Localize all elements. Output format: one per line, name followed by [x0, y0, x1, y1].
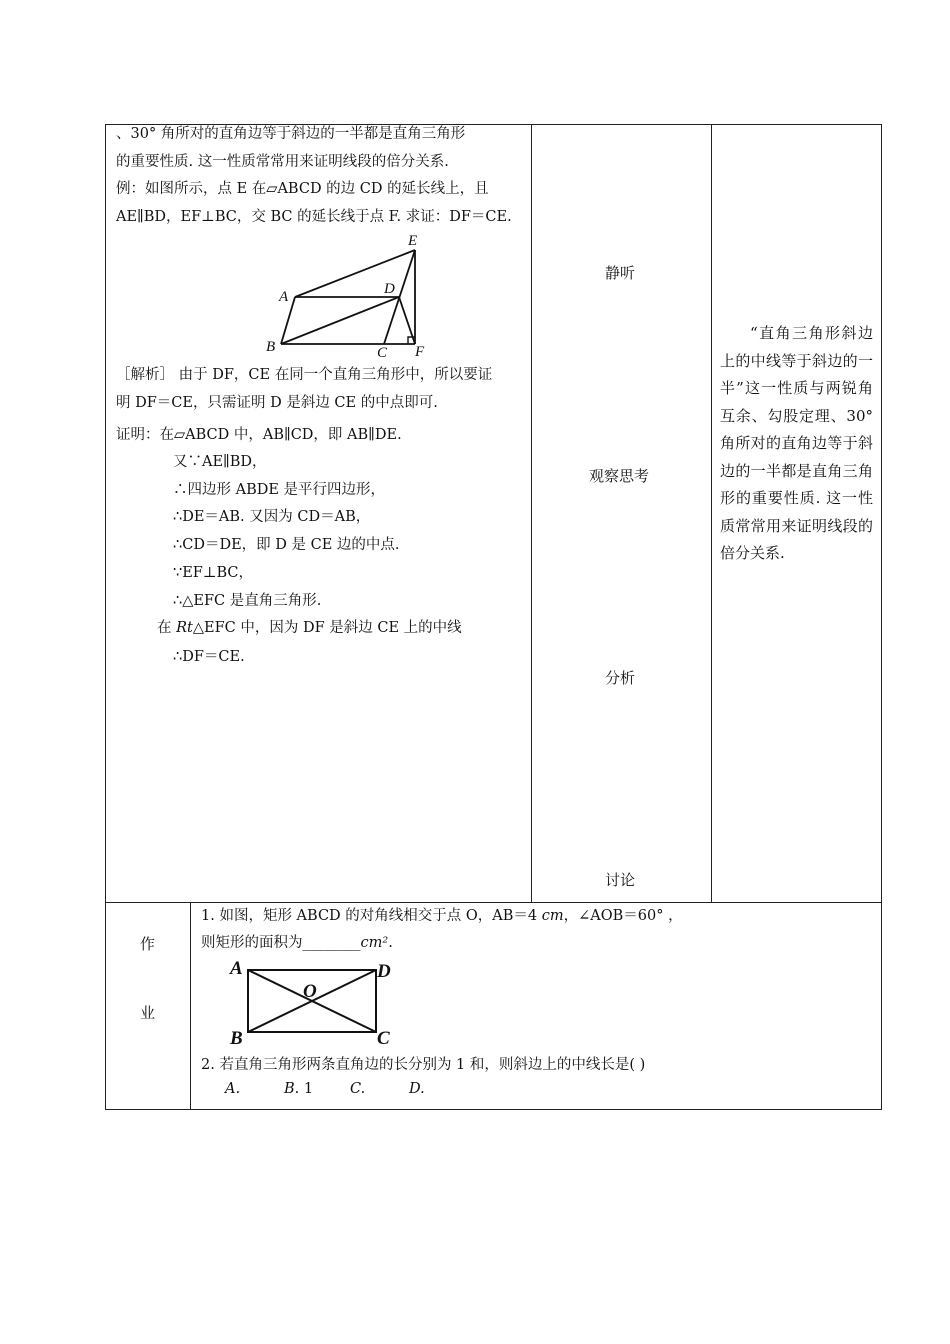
activity-observe: 观察思考	[589, 467, 650, 485]
intro-line: AE∥BD，EF⊥BC，交 BC 的延长线于点 F. 求证：DF＝CE.	[116, 208, 512, 225]
option-d: D.	[409, 1081, 425, 1097]
analysis-line: 明 DF＝CE，只需证明 D 是斜边 CE 的中点即可.	[116, 394, 438, 411]
figure-label-f: F	[415, 344, 425, 360]
question-2: 2. 若直角三角形两条直角边的长分别为 1 和，则斜边上的中线长是( )	[201, 1057, 646, 1073]
question-1-angle: ，∠AOB＝60° ，	[563, 908, 683, 924]
proof-line: ∵EF⊥BC，	[173, 565, 254, 581]
proof-rt-symbol: Rt	[176, 620, 193, 636]
analysis-line: ［解析］ 由于 DF，CE 在同一个直角三角形中，所以要证	[116, 367, 493, 383]
proof-line: ∴四边形 ABDE 是平行四边形，	[173, 482, 386, 498]
figure-label-c: C	[377, 345, 388, 361]
proof-line: ∴DE＝AB. 又因为 CD＝AB，	[173, 509, 371, 525]
figure-label-e: E	[408, 233, 418, 249]
rect-label-o: O	[303, 981, 317, 1002]
question-1-prompt: 则矩形的面积为________	[201, 935, 361, 951]
activity-discuss: 讨论	[605, 871, 636, 889]
homework-label-2: 业	[140, 1004, 156, 1022]
homework-label-1: 作	[140, 935, 156, 953]
question-1-unit: cm	[541, 908, 564, 924]
figure-label-d: D	[384, 281, 395, 297]
activity-listen: 静听	[605, 264, 636, 282]
design-note: “直角三角形斜边上的中线等于斜边的一半”这一性质与两锐角互余、勾股定理、30° 角所对的直角边等于斜边的一半都是直角三角形的重要性质. 这一性质常常用来证明线段的倍分关系.	[720, 324, 873, 562]
question-1-line-2	[201, 931, 393, 952]
rect-label-d: D	[377, 961, 391, 982]
intro-line: 、30° 角所对的直角边等于斜边的一半都是直角三角形	[116, 126, 466, 142]
proof-rt-prefix: 在	[157, 620, 172, 636]
proof-line: ∴△EFC 是直角三角形.	[173, 593, 322, 609]
option-b-value: 1	[303, 1081, 314, 1097]
intro-line: 的重要性质. 这一性质常常用来证明线段的倍分关系.	[116, 153, 449, 170]
intro-text	[116, 121, 512, 231]
option-c: C.	[350, 1081, 366, 1097]
proof-line: 又∵AE∥BD，	[173, 454, 267, 470]
question-1-area-unit: cm²	[360, 935, 389, 951]
figure-label-a: A	[279, 289, 289, 305]
rectangle-figure	[225, 957, 400, 1049]
proof-line: ∴CD＝DE，即 D 是 CE 边的中点.	[173, 537, 400, 553]
proof-conclusion: ∴DF＝CE.	[173, 649, 245, 665]
rect-label-b: B	[230, 1028, 243, 1049]
figure-label-b: B	[266, 339, 276, 355]
rect-label-a: A	[230, 958, 243, 979]
question-1-line-1	[201, 904, 683, 925]
option-b-letter: B.	[284, 1081, 300, 1097]
analysis-text	[116, 362, 492, 417]
activity-cell	[531, 124, 712, 903]
proof-line: 证明：在▱ABCD 中，AB∥CD，即 AB∥DE.	[116, 427, 402, 443]
proof-rt-rest: △EFC 中，因为 DF 是斜边 CE 上的中线	[192, 620, 462, 636]
question-1-period: .	[388, 935, 393, 951]
question-1-text: 1. 如图，矩形 ABCD 的对角线相交于点 O，AB＝4	[201, 908, 542, 924]
parallelogram-figure	[262, 232, 432, 362]
intro-line: 例：如图所示，点 E 在▱ABCD 的边 CD 的延长线上，且	[116, 181, 489, 197]
option-b	[284, 1081, 313, 1097]
rect-label-c: C	[377, 1028, 390, 1049]
option-a: A.	[225, 1081, 241, 1097]
activity-analyze: 分析	[605, 669, 636, 687]
proof-rt-line	[157, 616, 462, 637]
